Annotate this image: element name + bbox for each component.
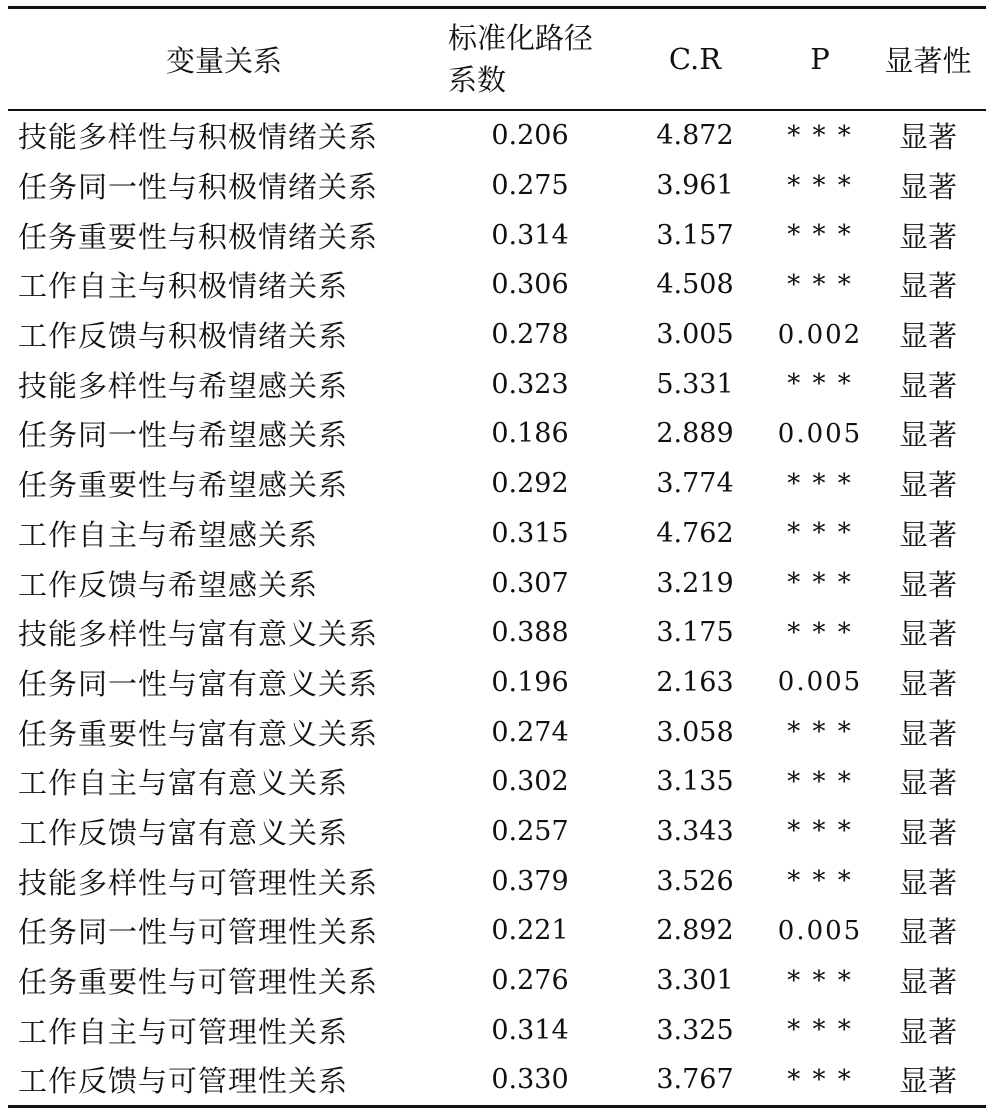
header-significance: 显著性 xyxy=(884,43,972,78)
significance-cell: 显著 xyxy=(898,617,957,652)
table-row xyxy=(8,856,986,906)
cr-cell: 3.767 xyxy=(656,1064,734,1096)
p-value-cell: * * * xyxy=(787,568,853,599)
significance-cell: 显著 xyxy=(898,418,957,453)
table-header xyxy=(8,8,986,111)
significance-cell: 显著 xyxy=(898,865,957,900)
relation-cell: 任务同一性与富有意义关系 xyxy=(18,666,379,701)
table-row xyxy=(8,658,986,708)
coefficient-cell: 0.306 xyxy=(491,269,569,301)
coefficient-cell: 0.330 xyxy=(491,1064,569,1096)
significance-cell: 显著 xyxy=(898,965,957,1000)
coefficient-cell: 0.275 xyxy=(491,170,569,202)
coefficient-cell: 0.315 xyxy=(491,517,569,549)
significance-cell: 显著 xyxy=(898,120,957,155)
relation-cell: 任务同一性与希望感关系 xyxy=(18,418,349,453)
significance-cell: 显著 xyxy=(898,219,957,254)
p-value-cell: * * * xyxy=(787,518,853,549)
coefficient-cell: 0.278 xyxy=(491,319,569,351)
cr-cell: 3.325 xyxy=(656,1014,734,1046)
significance-cell: 显著 xyxy=(898,170,957,205)
p-value-cell: * * * xyxy=(787,170,853,201)
cr-cell: 3.343 xyxy=(656,815,734,847)
cr-cell: 2.892 xyxy=(656,915,734,947)
significance-cell: 显著 xyxy=(898,269,957,304)
coefficient-cell: 0.388 xyxy=(491,617,569,649)
table-row xyxy=(8,260,986,310)
coefficient-cell: 0.314 xyxy=(491,1014,569,1046)
cr-cell: 2.889 xyxy=(656,418,734,450)
relation-cell: 任务重要性与富有意义关系 xyxy=(18,716,379,751)
relation-cell: 技能多样性与可管理性关系 xyxy=(18,865,379,900)
coefficient-cell: 0.292 xyxy=(491,468,569,500)
cr-cell: 3.526 xyxy=(656,865,734,897)
table-row xyxy=(8,906,986,956)
p-value-cell: * * * xyxy=(787,866,853,897)
table-row xyxy=(8,558,986,608)
relation-cell: 技能多样性与希望感关系 xyxy=(18,368,349,403)
table-row xyxy=(8,509,986,559)
coefficient-cell: 0.186 xyxy=(491,418,569,450)
coefficient-cell: 0.314 xyxy=(491,219,569,251)
header-p: P xyxy=(810,42,830,76)
coefficient-cell: 0.276 xyxy=(491,965,569,997)
table-row xyxy=(8,161,986,211)
cr-cell: 3.005 xyxy=(656,319,734,351)
table-row xyxy=(8,359,986,409)
significance-cell: 显著 xyxy=(898,1064,957,1099)
table-row xyxy=(8,459,986,509)
cr-cell: 4.508 xyxy=(656,269,734,301)
relation-cell: 技能多样性与积极情绪关系 xyxy=(18,120,379,155)
coefficient-cell: 0.302 xyxy=(491,766,569,798)
cr-cell: 3.175 xyxy=(656,617,734,649)
relation-cell: 任务同一性与可管理性关系 xyxy=(18,915,379,950)
table-body xyxy=(8,110,986,1106)
relation-cell: 任务同一性与积极情绪关系 xyxy=(18,170,379,205)
coefficient-cell: 0.221 xyxy=(491,915,569,947)
cr-cell: 5.331 xyxy=(656,368,734,400)
coefficient-cell: 0.257 xyxy=(491,815,569,847)
p-value-cell: * * * xyxy=(787,717,853,748)
header-cr: C.R xyxy=(668,42,722,76)
cr-cell: 3.135 xyxy=(656,766,734,798)
table-row xyxy=(8,110,986,161)
significance-cell: 显著 xyxy=(898,815,957,850)
coefficient-cell: 0.206 xyxy=(491,120,569,152)
p-value-cell: * * * xyxy=(787,468,853,499)
significance-cell: 显著 xyxy=(898,517,957,552)
p-value-cell: 0.005 xyxy=(777,915,863,946)
p-value-cell: * * * xyxy=(787,965,853,996)
table-row xyxy=(8,608,986,658)
header-row xyxy=(8,8,986,111)
significance-cell: 显著 xyxy=(898,368,957,403)
header-coefficient-line2: 系数 xyxy=(448,63,507,97)
table-row xyxy=(8,707,986,757)
p-value-cell: * * * xyxy=(787,369,853,400)
cr-cell: 4.762 xyxy=(656,517,734,549)
relation-cell: 工作自主与积极情绪关系 xyxy=(18,269,349,304)
relation-cell: 任务重要性与希望感关系 xyxy=(18,468,349,503)
table-row xyxy=(8,210,986,260)
cr-cell: 3.774 xyxy=(656,468,734,500)
p-value-cell: * * * xyxy=(787,1064,853,1095)
significance-cell: 显著 xyxy=(898,319,957,354)
table-row xyxy=(8,1005,986,1055)
cr-cell: 3.058 xyxy=(656,716,734,748)
relation-cell: 工作反馈与可管理性关系 xyxy=(18,1064,349,1099)
cr-cell: 2.163 xyxy=(656,666,734,698)
significance-cell: 显著 xyxy=(898,1014,957,1049)
significance-cell: 显著 xyxy=(898,567,957,602)
relation-cell: 工作自主与可管理性关系 xyxy=(18,1014,349,1049)
path-coefficient-table xyxy=(8,6,986,1108)
p-value-cell: * * * xyxy=(787,766,853,797)
table-row xyxy=(8,310,986,360)
header-relation: 变量关系 xyxy=(165,43,282,78)
p-value-cell: * * * xyxy=(787,1015,853,1046)
relation-cell: 任务重要性与积极情绪关系 xyxy=(18,219,379,254)
coefficient-cell: 0.307 xyxy=(491,567,569,599)
p-value-cell: * * * xyxy=(787,816,853,847)
relation-cell: 工作自主与希望感关系 xyxy=(18,517,319,552)
cr-cell: 3.961 xyxy=(656,170,734,202)
relation-cell: 工作自主与富有意义关系 xyxy=(18,766,349,801)
significance-cell: 显著 xyxy=(898,666,957,701)
table-row xyxy=(8,757,986,807)
p-value-cell: 0.002 xyxy=(777,319,863,350)
relation-cell: 任务重要性与可管理性关系 xyxy=(18,965,379,1000)
header-coefficient-line1: 标准化路径 xyxy=(448,21,594,55)
p-value-cell: * * * xyxy=(787,617,853,648)
relation-cell: 工作反馈与希望感关系 xyxy=(18,567,319,602)
coefficient-cell: 0.274 xyxy=(491,716,569,748)
cr-cell: 4.872 xyxy=(656,120,734,152)
table-row xyxy=(8,956,986,1006)
coefficient-cell: 0.323 xyxy=(491,368,569,400)
header-coefficient xyxy=(440,8,620,111)
coefficient-cell: 0.196 xyxy=(491,666,569,698)
p-value-cell: * * * xyxy=(787,269,853,300)
p-value-cell: 0.005 xyxy=(777,418,863,449)
table-row xyxy=(8,807,986,857)
relation-cell: 工作反馈与积极情绪关系 xyxy=(18,319,349,354)
cr-cell: 3.301 xyxy=(656,965,734,997)
p-value-cell: * * * xyxy=(787,120,853,151)
p-value-cell: * * * xyxy=(787,220,853,251)
significance-cell: 显著 xyxy=(898,915,957,950)
results-table-container xyxy=(8,6,986,1108)
cr-cell: 3.157 xyxy=(656,219,734,251)
coefficient-cell: 0.379 xyxy=(491,865,569,897)
significance-cell: 显著 xyxy=(898,766,957,801)
table-row xyxy=(8,1055,986,1106)
cr-cell: 3.219 xyxy=(656,567,734,599)
significance-cell: 显著 xyxy=(898,468,957,503)
p-value-cell: 0.005 xyxy=(777,667,863,698)
table-row xyxy=(8,409,986,459)
significance-cell: 显著 xyxy=(898,716,957,751)
relation-cell: 工作反馈与富有意义关系 xyxy=(18,815,349,850)
relation-cell: 技能多样性与富有意义关系 xyxy=(18,617,379,652)
